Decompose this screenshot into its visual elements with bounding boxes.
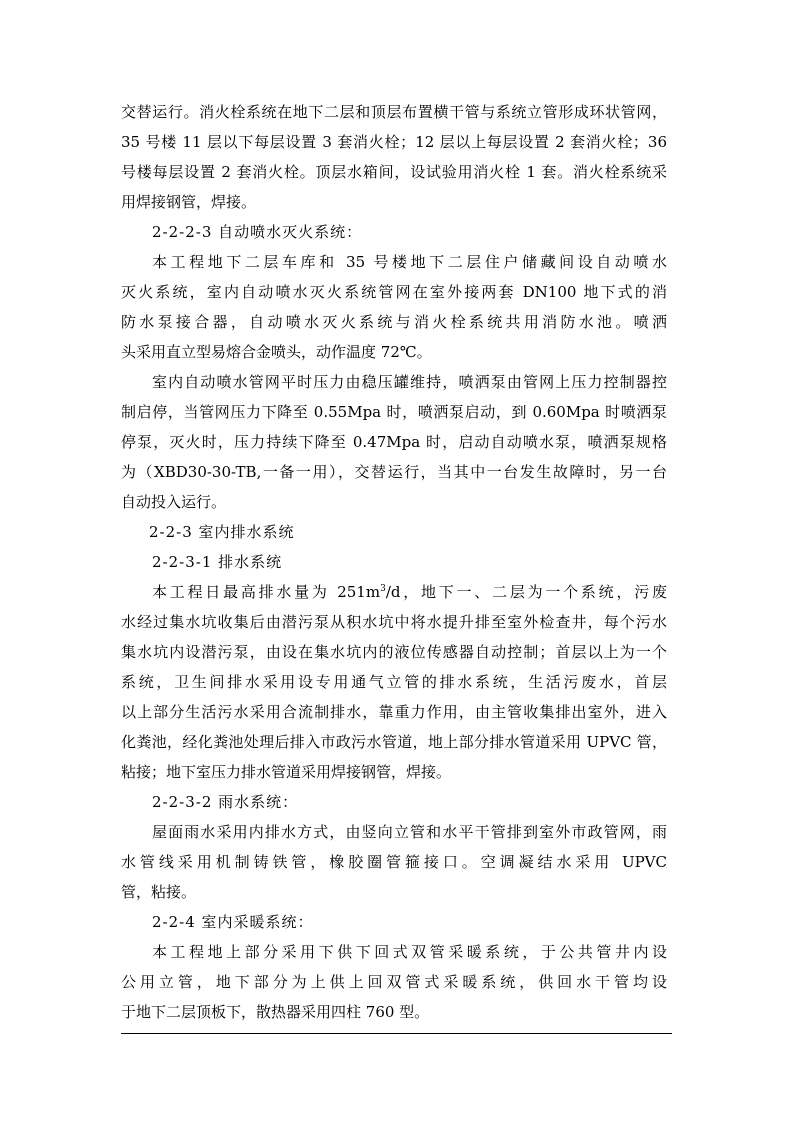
paragraph-line: 系统，卫生间排水采用设专用通气立管的排水系统，生活污废水，首层 <box>121 673 667 691</box>
paragraph-line: 水经过集水坑收集后由潜污泵从积水坑中将水提升排至室外检查井，每个污水 <box>121 613 667 631</box>
paragraph-line <box>152 582 667 602</box>
paragraph-line: 于地下二层顶板下，散热器采用四柱 760 型。 <box>121 1003 430 1021</box>
paragraph-line: 室内自动喷水管网平时压力由稳压罐维持，喷洒泵由管网上压力控制器控 <box>152 373 667 391</box>
paragraph-line: 管，粘接。 <box>121 883 197 901</box>
text-segment: /d，地下一、二层为一个系统，污废 <box>385 583 667 601</box>
paragraph-line: 化粪池，经化粪池处理后排入市政污水管道，地上部分排水管道采用 UPVC 管， <box>121 733 667 751</box>
paragraph-line: 以上部分生活污水采用合流制排水，靠重力作用，由主管收集排出室外，进入 <box>121 703 667 721</box>
paragraph-line: 防水泵接合器，自动喷水灭火系统与消火栓系统共用消防水池。喷洒 <box>121 313 667 331</box>
paragraph-line: 本工程地上部分采用下供下回式双管采暖系统，于公共管井内设 <box>152 943 667 961</box>
section-heading: 2-2-4 室内采暖系统： <box>152 913 314 931</box>
section-heading: 2-2-2-3 自动喷水灭火系统： <box>152 223 363 241</box>
paragraph-line: 公用立管，地下部分为上供上回双管式采暖系统，供回水干管均设 <box>121 973 667 991</box>
paragraph-line: 本工程地下二层车库和 35 号楼地下二层住户储藏间设自动喷水 <box>152 253 667 271</box>
paragraph-line: 屋面雨水采用内排水方式，由竖向立管和水平干管排到室外市政管网，雨 <box>152 823 667 841</box>
paragraph-line: 号楼每层设置 2 套消火栓。顶层水箱间，设试验用消火栓 1 套。消火栓系统采 <box>121 163 667 181</box>
paragraph-line: 灭火系统，室内自动喷水灭火系统管网在室外接两套 DN100 地下式的消 <box>121 283 667 301</box>
section-heading: 2-2-3-2 雨水系统： <box>152 793 299 811</box>
paragraph-line: 交替运行。消火栓系统在地下二层和顶层布置横干管与系统立管形成环状管网， <box>121 103 667 121</box>
paragraph-line: 自动投入运行。 <box>121 493 227 511</box>
paragraph-line: 为（XBD30-30-TB,一备一用），交替运行，当其中一台发生故障时，另一台 <box>121 463 667 481</box>
section-heading: 2-2-3 室内排水系统 <box>149 523 295 541</box>
paragraph-line: 停泵，灭火时，压力持续下降至 0.47Mpa 时，启动自动喷水泵，喷洒泵规格 <box>121 433 667 451</box>
text-segment: 本工程日最高排水量为 251m <box>152 583 381 601</box>
paragraph-line: 集水坑内设潜污泵，由设在集水坑内的液位传感器自动控制；首层以上为一个 <box>121 643 667 661</box>
paragraph-line: 制启停，当管网压力下降至 0.55Mpa 时，喷洒泵启动，到 0.60Mpa 时喷洒泵 <box>121 403 667 421</box>
superscript: 3 <box>380 584 386 594</box>
section-heading: 2-2-3-1 排水系统 <box>152 553 283 571</box>
paragraph-line: 水管线采用机制铸铁管，橡胶圈管箍接口。空调凝结水采用 UPVC <box>121 853 667 871</box>
paragraph-line: 粘接；地下室压力排水管道采用焊接钢管，焊接。 <box>121 763 452 781</box>
paragraph-line: 用焊接钢管，焊接。 <box>121 193 257 211</box>
paragraph-line: 头采用直立型易熔合金喷头，动作温度 72℃。 <box>121 343 432 361</box>
footer-divider <box>121 1033 672 1034</box>
paragraph-line: 35 号楼 11 层以下每层设置 3 套消火栓；12 层以上每层设置 2 套消火栓；36 <box>121 133 667 151</box>
